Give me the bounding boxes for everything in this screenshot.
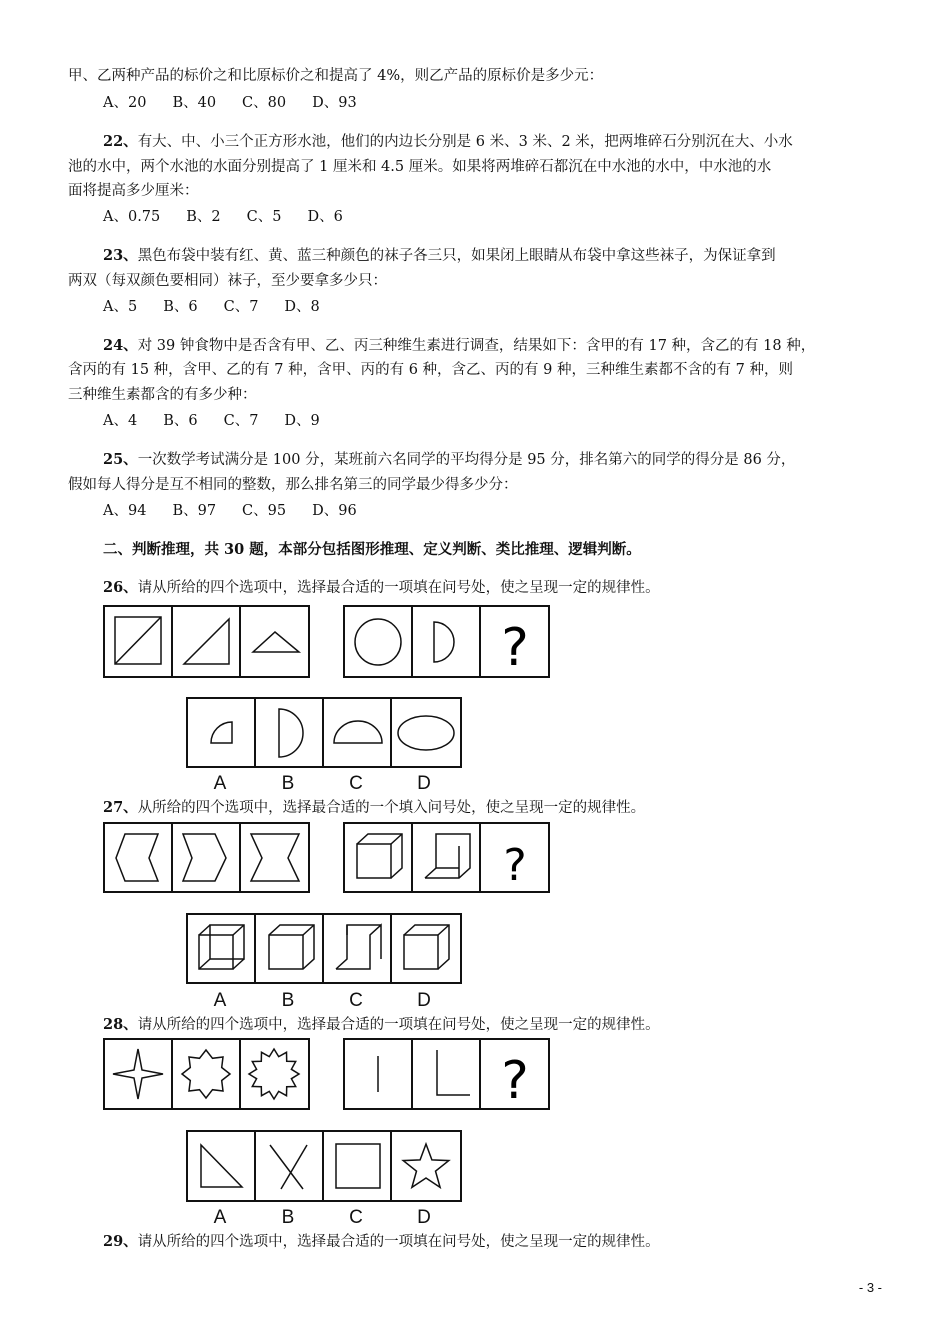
q26-half-circle — [434, 622, 454, 662]
q26-text: 请从所给的四个选项中，选择最合适的一项填在问号处，使之呈现一定的规律性。 — [137, 580, 660, 596]
q24-option-b: B、6 — [163, 413, 198, 429]
q25-text-1: 一次数学考试满分是 100 分，某班前六名同学的平均得分是 95 分，排名第六的同学的得分是 86 分， — [137, 452, 796, 468]
page-number: - 3 - — [858, 1280, 882, 1295]
q21-option-a: A、20 — [103, 95, 147, 111]
q26-answer-figure — [186, 697, 464, 770]
q25-number: 25、 — [103, 451, 138, 468]
q24-option-d: D、9 — [284, 413, 320, 429]
q27-question-mark: ? — [503, 840, 527, 891]
q28-prompt — [103, 1015, 660, 1035]
q28-four-point-star — [113, 1049, 163, 1099]
q28-answer-figure — [186, 1130, 464, 1203]
q27-option-a-wire-cube — [199, 925, 244, 969]
q22-number: 22、 — [103, 133, 138, 150]
q28-twelve-point-star — [249, 1049, 299, 1099]
q26-option-b-shape — [279, 709, 303, 757]
q22-line3: 面将提高多少厘米： — [68, 183, 199, 199]
q25-option-b: B、97 — [172, 503, 217, 519]
q28-label-d: D — [417, 1207, 431, 1228]
q24-text-1: 对 39 钟食物中是否含有甲、乙、丙三种维生素进行调查，结果如下：含甲的有 17 种，含乙的有 18 种， — [137, 338, 816, 354]
q27-label-b: B — [281, 990, 295, 1011]
q23-option-c: C、7 — [223, 299, 259, 315]
q29-text: 请从所给的四个选项中，选择最合适的一项填在问号处，使之呈现一定的规律性。 — [137, 1234, 660, 1250]
q23-option-a: A、5 — [103, 299, 138, 315]
q27-answer-figure — [186, 913, 464, 986]
q25-options — [103, 501, 383, 521]
q27-hourglass — [251, 834, 299, 881]
q29-prompt — [103, 1232, 660, 1252]
q21-option-c: C、80 — [242, 95, 287, 111]
q21-options — [103, 93, 383, 113]
q27-question-figure — [103, 822, 553, 895]
q22-option-a: A、0.75 — [103, 209, 161, 225]
q23-line1 — [103, 246, 776, 266]
q27-number: 27、 — [103, 799, 138, 816]
q23-options — [103, 297, 346, 317]
q23-line2: 两双（每双颜色要相同）袜子，至少要拿多少只： — [68, 273, 387, 289]
q24-option-a: A、4 — [103, 413, 138, 429]
q28-option-b-cross — [270, 1145, 307, 1189]
q22-line1 — [103, 132, 793, 152]
q22-option-d: D、6 — [307, 209, 343, 225]
q26-prompt — [103, 578, 660, 598]
q27-option-d-cube — [404, 925, 449, 969]
q28-eight-point-star — [182, 1050, 230, 1098]
q23-number: 23、 — [103, 247, 138, 264]
q26-label-b: B — [281, 773, 295, 794]
q28-number: 28、 — [103, 1016, 138, 1033]
q27-label-d: D — [417, 990, 431, 1011]
q27-prompt — [103, 798, 645, 818]
q26-number: 26、 — [103, 579, 138, 596]
q27-cube-front — [357, 834, 402, 878]
q26-label-a: A — [213, 773, 227, 794]
q26-label-c: C — [349, 773, 363, 794]
q29-number: 29、 — [103, 1233, 138, 1250]
q27-text: 从所给的四个选项中，选择最合适的一个填入问号处，使之呈现一定的规律性。 — [137, 800, 646, 816]
q28-l-shape — [437, 1050, 470, 1095]
q26-small-triangle — [253, 632, 299, 652]
q24-number: 24、 — [103, 337, 138, 354]
q25-option-c: C、95 — [242, 503, 287, 519]
q26-circle — [355, 619, 401, 665]
q28-label-b: B — [281, 1207, 295, 1228]
q23-text-1: 黑色布袋中装有红、黄、蓝三种颜色的袜子各三只，如果闭上眼睛从布袋中拿这些袜子，为保证拿到 — [137, 248, 776, 264]
q24-option-c: C、7 — [223, 413, 259, 429]
q26-option-c-shape — [334, 721, 382, 743]
q26-option-d-shape — [398, 716, 454, 750]
q22-option-b: B、2 — [186, 209, 221, 225]
q27-option-c-shape — [336, 925, 381, 969]
q24-line3: 三种维生素都含的有多少种： — [68, 387, 257, 403]
q22-option-c: C、5 — [246, 209, 282, 225]
q28-label-c: C — [349, 1207, 363, 1228]
q26-right-triangle — [184, 619, 229, 664]
q21-option-d: D、93 — [312, 95, 357, 111]
q26-option-a-shape — [211, 722, 232, 743]
q28-text: 请从所给的四个选项中，选择最合适的一项填在问号处，使之呈现一定的规律性。 — [137, 1017, 660, 1033]
q27-label-c: C — [349, 990, 363, 1011]
q25-line1 — [103, 450, 795, 470]
q28-option-c-square — [336, 1144, 380, 1188]
q26-question-figure — [103, 605, 553, 679]
q28-option-d-star — [403, 1144, 449, 1187]
q27-label-a: A — [213, 990, 227, 1011]
q22-text-1: 有大、中、小三个正方形水池，他们的内边长分别是 6 米、3 米、2 米，把两堆碎石分别沉在大、小水 — [137, 134, 793, 150]
q23-option-d: D、8 — [284, 299, 320, 315]
q23-option-b: B、6 — [163, 299, 198, 315]
q24-line1 — [103, 336, 815, 356]
q28-option-a-triangle — [201, 1145, 242, 1187]
q28-question-mark: ? — [501, 1051, 529, 1111]
q25-option-a: A、94 — [103, 503, 147, 519]
q28-label-a: A — [213, 1207, 227, 1228]
q26-question-mark: ? — [501, 618, 529, 678]
q26-label-d: D — [417, 773, 431, 794]
q22-line2: 池的水中，两个水池的水面分别提高了 1 厘米和 4.5 厘米。如果将两堆碎石都沉在中水池的水中，中水池的水 — [68, 159, 772, 175]
q24-options — [103, 411, 346, 431]
q22-options — [103, 207, 369, 227]
q25-line2: 假如每人得分是互不相同的整数，那么排名第三的同学最少得多少分： — [68, 477, 518, 493]
q28-question-figure — [103, 1038, 553, 1111]
q21-text: 甲、乙两种产品的标价之和比原标价之和提高了 4%，则乙产品的原标价是多少元： — [68, 68, 604, 84]
section2-title: 二、判断推理，共 30 题，本部分包括图形推理、定义判断、类比推理、逻辑判断。 — [103, 541, 641, 558]
q25-option-d: D、96 — [312, 503, 357, 519]
q27-option-b-shape — [269, 925, 314, 969]
q27-hexagon-notch — [116, 834, 158, 881]
q21-option-b: B、40 — [172, 95, 217, 111]
q27-partial-cube — [425, 834, 470, 878]
q24-line2: 含丙的有 15 种，含甲、乙的有 7 种，含甲、丙的有 6 种，含乙、丙的有 9 种，三种维生素都不含的有 7 种，则 — [68, 362, 793, 378]
q27-chevron — [183, 834, 226, 881]
